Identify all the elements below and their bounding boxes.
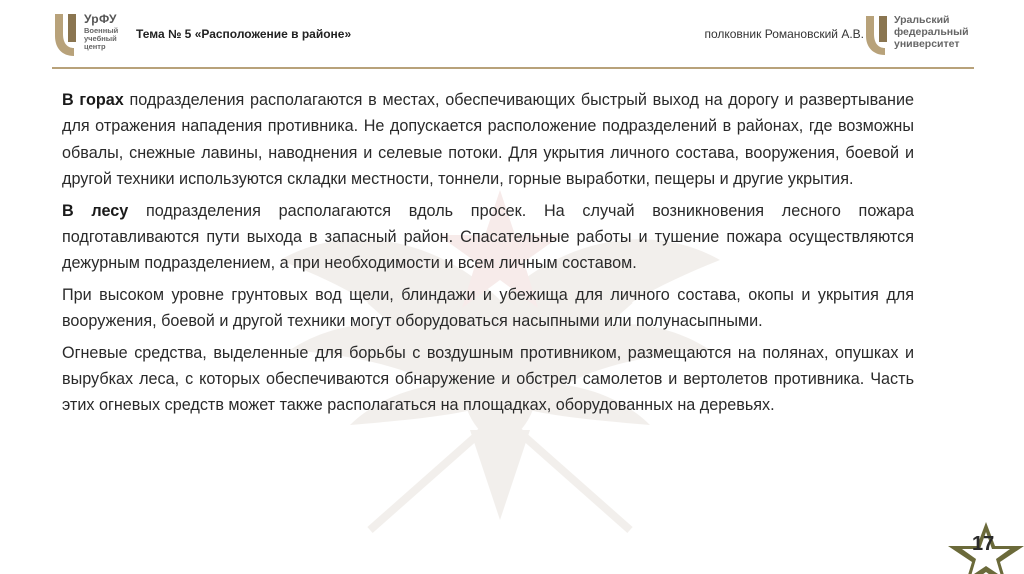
- paragraph-text: При высоком уровне грунтовых вод щели, блиндажи и убежища для личного состава, окопы и укрытия для вооружения, боевой и другой техники могут оборудоваться насыпными или полунасыпными.: [62, 285, 914, 331]
- paragraph-text: Огневые средства, выделенные для борьбы с воздушным противником, размещаются на полянах, опушках и вырубках леса, с которых обеспечиваются обнаружение и обстрел самолетов и вертолетов противника. Часть этих огневых средств может также располагаться на площадках, оборудованных на деревьях.: [62, 343, 914, 415]
- university-logo: [864, 14, 984, 56]
- paragraph-forest: [62, 198, 914, 277]
- paragraph-mountains: [62, 87, 914, 193]
- urfu-brand: УрФУ: [84, 12, 117, 26]
- paragraph-text: подразделения располагаются в местах, обеспечивающих быстрый выход на дорогу и развертывание для отражения нападения противника. Не допускается расположение подразделений в районах, где возможны обвалы, снежные лавины, наводнения и селевые потоки. Для укрытия личного состава, вооружения, боевой и другой техники используются складки местности, тоннели, горные выработки, пещеры и другие укрытия.: [62, 91, 915, 189]
- urfu-military-center-logo: [52, 12, 127, 58]
- author-name: полковник Романовский А.В.: [704, 27, 864, 41]
- urfu-u-logo-icon: [864, 14, 892, 56]
- military-center-label: Военный учебный центр: [84, 26, 119, 51]
- paragraph-lead: В лесу: [62, 201, 129, 220]
- paragraph-groundwater: [62, 282, 914, 335]
- university-name: Уральский федеральный университет: [894, 14, 969, 50]
- paragraph-lead: В горах: [62, 91, 124, 109]
- topic-title: Тема № 5 «Расположение в районе»: [136, 27, 352, 41]
- header-divider: [52, 67, 974, 69]
- slide-header: [0, 0, 1024, 68]
- slide-content: [62, 87, 914, 424]
- paragraph-text: подразделения располагаются вдоль просек. На случай возникновения лесного пожара подготавливаются пути выхода в запасный район. Спасательные работы и тушение пожара осуществляются дежурным подразделением, а при необходимости и всем личным составом.: [62, 201, 914, 273]
- page-number: 17: [972, 533, 995, 555]
- urfu-u-logo-icon: [52, 12, 82, 58]
- paragraph-air-defense: [62, 340, 914, 419]
